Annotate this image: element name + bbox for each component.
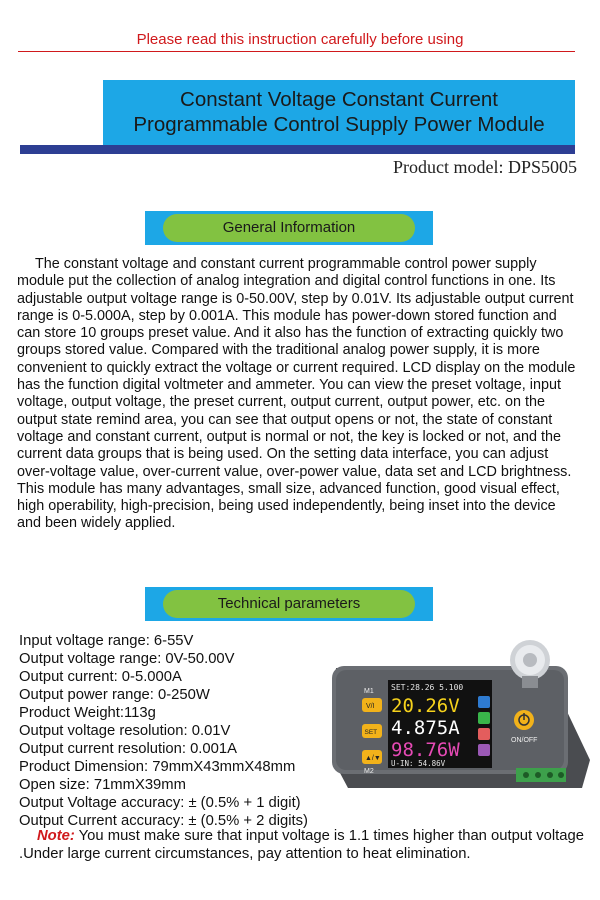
spec-item: Input voltage range: 6-55V [19, 633, 194, 649]
product-model: Product model: DPS5005 [392, 157, 577, 177]
spec-item: Output voltage resolution: 0.01V [19, 723, 231, 739]
lcd-status-icon [478, 744, 490, 756]
title-banner [103, 80, 575, 146]
title-line-1: Constant Voltage Constant Current [180, 88, 498, 111]
lcd-voltage: 20.26V [391, 695, 460, 717]
spec-item: Output Current accuracy: ± (0.5% + 2 digits) [19, 813, 308, 829]
arrows-button-label: ▲/▼ [365, 755, 381, 762]
warning-divider [18, 51, 575, 52]
note-label: Note: [37, 828, 75, 844]
va-button-label: V/I [366, 703, 375, 710]
general-info-paragraph [17, 256, 582, 533]
spec-item: Output current: 0-5.000A [19, 669, 182, 685]
lcd-status-icon [478, 728, 490, 740]
spec-item: Product Dimension: 79mmX43mmX48mm [19, 759, 296, 775]
spec-item: Output voltage range: 0V-50.00V [19, 651, 235, 667]
usage-note [19, 827, 584, 863]
lcd-current: 4.875A [391, 717, 460, 739]
spec-item: Open size: 71mmX39mm [19, 777, 186, 793]
spec-list [19, 632, 379, 830]
lcd-input-line: U-IN: 54.86V [391, 759, 446, 768]
spec-item: Product Weight:113g [19, 705, 156, 721]
m1-label: M1 [364, 688, 374, 695]
set-button-label: SET [364, 729, 378, 736]
spec-item: Output Voltage accuracy: ± (0.5% + 1 digit) [19, 795, 301, 811]
title-underline-bar [20, 145, 575, 154]
lcd-status-icon [478, 696, 490, 708]
title-line-2: Programmable Control Supply Power Module [133, 113, 545, 136]
general-info-text: The constant voltage and constant current programmable control power supply module put the collection of analog integration and digital control functions in one. Its adjustable output voltage range is 0-50.00V, step by 0.01V. Its adjustable output current range is 0-5.000A, step by 0.001A. This module has power-down stored function and can store 10 groups preset value. And it also has the function of extracting quickly two groups stored value. Compared with the traditional analog power supply, it is more convenient to quickly extract the voltage or current required. LCD display on the module has the function digital voltmeter and ammeter. You can view the preset voltage, input voltage, output voltage, the preset current, output current, output power, etc. on the output state remind area, you can see that output opens or not, the state of constant voltage and constant current, output is normal or not, the key is locked or not, and the current data groups that is being used. On the setting data interface, you can adjust over-voltage value, over-current value, over-power value, data set and LCD brightness. This module has many advantages, small size, advanced function, good visual effect, high operability, high-precision, being used independently, being inset into the device and been widely applied. [17, 256, 576, 532]
m2-label: M2 [364, 768, 374, 775]
lcd-status-icon [478, 712, 490, 724]
lcd-power: 98.76W [391, 739, 460, 761]
technical-params-heading: Technical parameters [163, 590, 415, 618]
power-module-photo [328, 640, 598, 790]
lcd-set-line: SET:28.26 5.100 [391, 683, 464, 692]
spec-item: Output current resolution: 0.001A [19, 741, 237, 757]
technical-params-banner [145, 587, 433, 621]
spec-item: Output power range: 0-250W [19, 687, 210, 703]
instruction-warning: Please read this instruction carefully before using [136, 31, 464, 48]
general-info-banner [145, 211, 433, 245]
note-text: You must make sure that input voltage is 1.1 times higher than output voltage .Under large current circumstances, pay attention to heat elimination. [19, 828, 584, 862]
power-button-label: ON/OFF [511, 737, 538, 744]
general-info-heading: General Information [163, 214, 415, 242]
